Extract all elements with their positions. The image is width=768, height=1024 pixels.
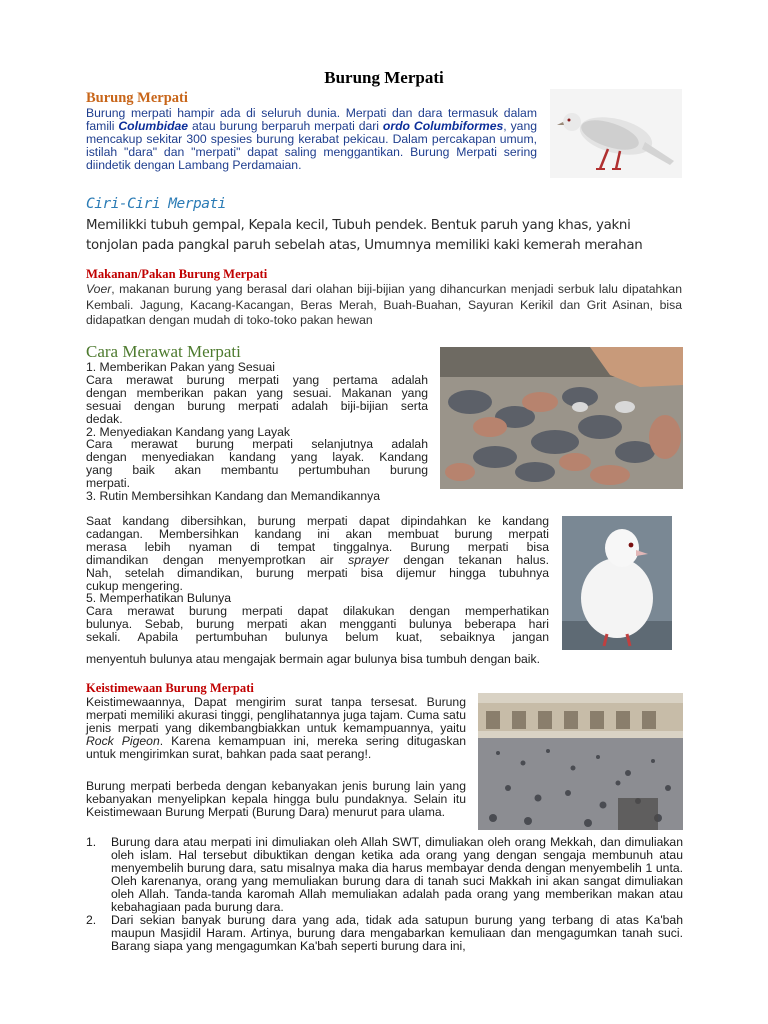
merawat-line: dedak.: [86, 411, 123, 426]
ciri-heading: Ciri-Ciri Merpati: [86, 196, 226, 212]
merawat-line: 5. Memperhatikan Bulunya: [86, 591, 231, 606]
merawat-line: merasa lebih nyaman di tempat tinggalnya. Burung merpati bisa: [86, 539, 549, 554]
intro-order: ordo Columbiformes: [382, 119, 504, 134]
merawat-list-last: [86, 653, 606, 666]
intro-family: Columbidae: [118, 119, 189, 134]
merawat-line: 1. Memberikan Pakan yang Sesuai: [86, 360, 276, 374]
merawat-line: menyentuh bulunya atau mengajak bermain agar bulunya bisa tumbuh dengan baik.: [86, 652, 540, 666]
merawat-line: bulunya. Sebab, burung merpati akan mengganti bulunya beberapa hari: [86, 617, 549, 632]
merawat-line: Cara merawat burung merpati dapat dilakukan dengan memperhatikan: [86, 604, 549, 619]
ciri-text: Memilikki tubuh gempal, Kepala kecil, Tubuh pendek. Bentuk paruh yang khas, yakni tonjolan pada pangkal paruh sebelah atas, Umumnya memiliki kaki kemerah merahan: [86, 218, 643, 253]
merawat-line: dimandikan dengan menyemprotkan air sprayer dengan tekanan halus.: [86, 552, 549, 567]
intro-text-3: , yang mencakup sekitar 300 spesies burung kerabat pekicau. Dalam percakapan umum, istilah "dara" dan "merpati" dapat saling menggantikan. Burung Merpati sering diindetik dengan Lambang Perdamaian.: [86, 119, 538, 173]
makanan-text: [86, 282, 682, 329]
intro-paragraph: [86, 107, 537, 172]
intro-text-2: atau burung berparuh merpati dari: [188, 119, 383, 134]
merawat-line: Nah, setelah dimandikan, burung merpati bisa dijemur hingga tubuhnya: [86, 565, 549, 580]
merawat-line: 2. Menyediakan Kandang yang Layak: [86, 424, 290, 439]
makanan-voer: Voer: [86, 282, 112, 296]
feeding-pigeons-photo: [440, 347, 683, 489]
white-dove-photo: [562, 516, 672, 650]
merawat-line: yang baik akan membantu pertumbuhan burung: [86, 463, 428, 478]
keistimewaan-intro: Keistimewaannya, Dapat mengirim surat tanpa tersesat. Burung merpati memiliki akurasi tinggi, penglihatannya juga tajam. Cuma satu jenis merpati yang dikembangbiakkan untuk kemampuannya, yaitu Rock Pigeon. Karena kemampuan ini, mereka sering ditugaskan untuk mengirimkan surat, bahkan pada saat perang!.: [86, 695, 466, 761]
mosque-pigeons-photo: [478, 693, 683, 830]
makanan-heading: Makanan/Pakan Burung Merpati: [86, 267, 268, 281]
merawat-line: dengan memberikan pakan yang sesuai. Makanan yang: [86, 385, 428, 400]
merawat-line: merpati.: [86, 476, 131, 491]
list-item: 2. Dari sekian banyak burung dara yang ada, tidak ada satupun burung yang terbang di atas Ka'bah maupun Masjidil Haram. Artinya, burung dara mengabarkan kemuliaan dan mengagumkan tanah suci. Barang siapa yang mengagumkan Ka'bah seperti burung dara ini,: [86, 913, 683, 953]
merawat-heading: Cara Merawat Merpati: [86, 342, 241, 361]
merawat-line: Saat kandang dibersihkan, burung merpati dapat dipindahkan ke kandang: [86, 514, 549, 528]
keistimewaan-heading: Keistimewaan Burung Merpati: [86, 681, 254, 695]
keistimewaan-list: [86, 836, 683, 953]
makanan-body: , makanan burung yang berasal dari olahan biji-bijian yang dihancurkan menjadi serbuk lalu dipatahkan Kembali. Jagung, Kacang-Kacangan, Beras Merah, Buah-Buahan, Sayuran Kerikil dan Grit Asinan, bisa didapatkan dengan mudah di toko-toko pakan hewan: [86, 282, 682, 327]
merawat-line: dengan menyediakan kandang yang layak. Kandang: [86, 450, 428, 465]
merawat-list-top: [86, 361, 428, 503]
merawat-line: Cara merawat burung merpati selanjutnya adalah: [86, 437, 428, 452]
intro-heading: Burung Merpati: [86, 90, 188, 106]
intro-text-1: Burung merpati hampir ada di seluruh dunia. Merpati dan dara termasuk dalam famili: [86, 106, 537, 134]
merawat-list-bottom: [86, 515, 549, 644]
merawat-line: cukup mengering.: [86, 578, 183, 593]
merawat-line: sekali. Apabila pertumbuhan bulunya belum kuat, sebaiknya jangan: [86, 630, 549, 645]
list-item: 1. Burung dara atau merpati ini dimuliakan oleh Allah SWT, dimuliakan oleh orang Mekkah, dan dimuliakan oleh islam. Hal tersebut dibuktikan dengan ketika ada orang yang dengan sengaja membunuh atau menyembelih burung dara, satu misalnya maka dia harus membayar denda dengan menyembelih 1 unta. Oleh karenanya, orang yang memuliakan burung dara di tanah suci Makkah ini akan sangat dimuliakan oleh Allah. Tanda-tanda karomah Allah memuliakan adalah pada orang yang memberikan makan atau kebahagiaan pada burung dara.: [86, 835, 683, 914]
merawat-line: Cara merawat burung merpati yang pertama adalah: [86, 372, 428, 387]
page-title: Burung Merpati: [324, 68, 444, 87]
keistimewaan-paragraph-2: Burung merpati berbeda dengan kebanyakan jenis burung lain yang kebanyakan menyelipkan kepala hingga bulu pundaknya. Selain itu Keistimewaan Burung Merpati (Burung Dara) menurut para ulama.: [86, 779, 466, 819]
rock-pigeon: Rock Pigeon: [86, 734, 160, 748]
merawat-line: 3. Rutin Membersihkan Kandang dan Memandikannya: [86, 489, 381, 504]
merawat-line: sesuai dengan burung merpati adalah biji-bijian serta: [86, 398, 428, 413]
white-pigeon-photo: [550, 89, 682, 178]
merawat-line: cadangan. Membersihkan kandang ini akan membuat burung merpati: [86, 526, 549, 541]
